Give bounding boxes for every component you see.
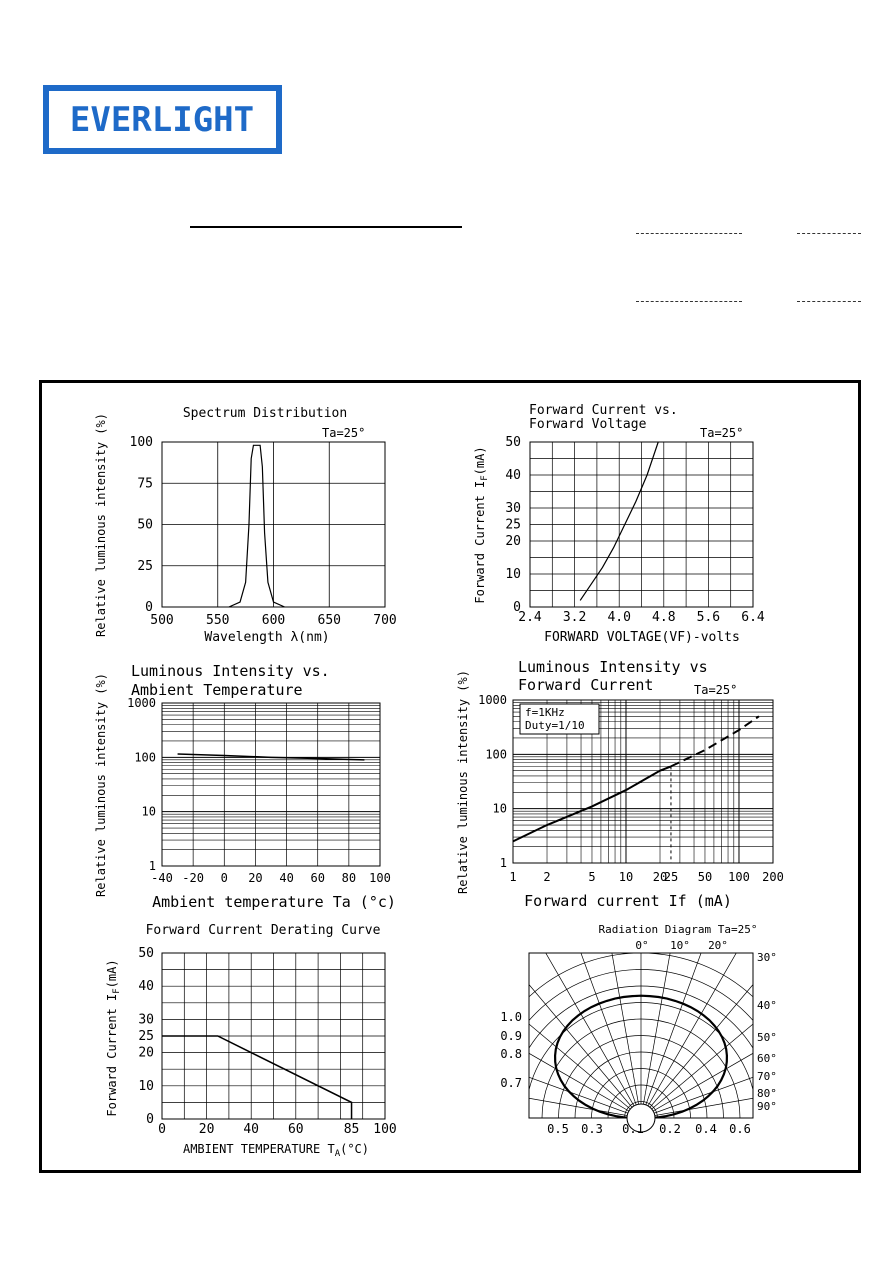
spectrum-x-ticks <box>150 613 396 628</box>
tick-label: 25 <box>505 517 521 533</box>
scale-label: 0.4 <box>695 1122 717 1136</box>
polar-ray <box>455 1050 641 1118</box>
tick-label: 40 <box>243 1122 260 1137</box>
tick-label: 10 <box>505 567 521 582</box>
tick-label: 0 <box>145 600 153 615</box>
tick-label: 1 <box>499 856 507 870</box>
tick-label: 5.6 <box>696 610 721 625</box>
scale-label: 0.3 <box>581 1122 603 1136</box>
angle-label: 30° <box>757 951 777 964</box>
angle-label: 80° <box>757 1087 777 1100</box>
ivif-note-1: f=1KHz <box>525 706 565 719</box>
iv-if-chart <box>456 658 784 910</box>
tick-label: 6.4 <box>741 610 765 625</box>
angle-label: 60° <box>757 1052 777 1065</box>
scale-label: 0.9 <box>500 1029 522 1043</box>
tick-label: 1 <box>148 859 156 873</box>
tick-label: 30 <box>138 1012 154 1028</box>
tick-label: 20 <box>138 1045 154 1061</box>
tick-label: 500 <box>150 613 174 628</box>
tick-label: 60 <box>287 1122 304 1137</box>
derating-chart <box>105 923 397 1159</box>
tick-label: 50 <box>505 435 521 450</box>
tick-label: 600 <box>261 613 286 628</box>
tick-label: 20 <box>505 534 521 549</box>
ivta-x-ticks <box>151 871 391 885</box>
tick-label: 40 <box>138 979 154 995</box>
tick-label: 550 <box>206 613 230 628</box>
tick-label: 85 <box>343 1122 360 1137</box>
polar-grid <box>443 920 839 1263</box>
tick-label: 30 <box>505 501 521 516</box>
tick-label: 100 <box>134 750 156 765</box>
scale-label: 0.6 <box>729 1122 751 1136</box>
tick-label: -20 <box>182 871 204 885</box>
angle-label: 70° <box>757 1070 777 1083</box>
tick-label: 80 <box>341 871 357 885</box>
tick-label: 200 <box>762 870 784 884</box>
scale-label: 0.2 <box>659 1122 681 1136</box>
scale-label: 1.0 <box>500 1010 522 1024</box>
tick-label: 50 <box>137 517 153 533</box>
angle-label: 20° <box>708 939 728 952</box>
tick-label: 1 <box>509 870 517 884</box>
derating-title: Forward Current Derating Curve <box>145 923 381 938</box>
spectrum-curve <box>229 445 285 607</box>
scale-label: 0.5 <box>547 1122 569 1136</box>
ifvf-title-2: Forward Voltage <box>529 417 647 432</box>
derating-xlabel: AMBIENT TEMPERATURE $T_A(^\circ C)$ <box>182 1142 370 1159</box>
angle-label: 40° <box>757 999 777 1012</box>
ivif-title-1: Luminous Intensity vs <box>518 658 708 676</box>
spectrum-grid <box>162 442 385 607</box>
derating-ylabel: Forward Current $I_F(mA)$ <box>105 959 122 1117</box>
if-vf-chart <box>473 403 765 645</box>
tick-label: 10 <box>618 870 634 884</box>
tick-label: 25 <box>137 558 153 574</box>
ivif-curve-extrapolated <box>671 716 759 766</box>
tick-label: 20 <box>198 1122 215 1137</box>
scale-label: 0.1 <box>622 1122 644 1136</box>
ifvf-condition: Ta=25° <box>700 426 744 440</box>
tick-label: 25 <box>663 870 679 884</box>
iv-ta-chart <box>94 662 396 911</box>
ivif-y-ticks <box>478 693 507 870</box>
tick-label: 100 <box>373 1122 397 1137</box>
tick-label: 10 <box>492 801 507 816</box>
tick-label: 1000 <box>127 696 156 710</box>
tick-label: 100 <box>369 871 391 885</box>
tick-label: 50 <box>697 870 713 884</box>
tick-label: 650 <box>317 613 341 628</box>
ifvf-title-1: Forward Current vs. <box>529 403 678 418</box>
tick-label: 75 <box>137 476 153 492</box>
polar-ray <box>641 932 709 1118</box>
ivif-xlabel: Forward current If (mA) <box>524 892 732 910</box>
tick-label: 2 <box>543 870 551 884</box>
tick-label: 100 <box>485 747 507 762</box>
derating-curve <box>162 1036 352 1119</box>
ivta-xlabel: Ambient temperature Ta (°c) <box>152 893 396 911</box>
spectrum-y-ticks <box>130 435 153 615</box>
spectrum-condition: Ta=25° <box>322 426 366 440</box>
spectrum-title: Spectrum Distribution <box>182 406 348 421</box>
tick-label: 100 <box>129 435 153 450</box>
tick-label: 0 <box>158 1122 166 1137</box>
derating-x-ticks <box>158 1122 397 1137</box>
ivta-y-ticks <box>127 696 156 873</box>
polar-ray <box>641 1050 827 1118</box>
tick-label: 40 <box>279 871 294 885</box>
ivta-ylabel: Relative luminous intensity (%) <box>94 673 108 897</box>
angle-label: 50° <box>757 1031 777 1044</box>
tick-label: 4.0 <box>607 610 631 625</box>
angle-label: 0° <box>635 939 649 952</box>
tick-label: 4.8 <box>652 610 676 625</box>
ivif-note-2: Duty=1/10 <box>525 719 585 732</box>
ifvf-y-ticks <box>505 435 521 615</box>
radiation-polar <box>443 920 839 1263</box>
tick-label: -40 <box>151 871 173 885</box>
polar-ray <box>573 932 641 1118</box>
tick-label: 20 <box>652 870 668 884</box>
tick-label: 25 <box>138 1029 154 1044</box>
tick-label: 10 <box>141 804 156 819</box>
ivta-title-2: Ambient Temperature <box>131 681 303 699</box>
tick-label: 10 <box>138 1078 154 1094</box>
radiation-title: Radiation Diagram Ta=25° <box>598 923 758 936</box>
ifvf-ylabel: Forward Current $I_F(mA)$ <box>473 446 490 604</box>
spectrum-chart <box>94 406 397 645</box>
ivif-title-2: Forward Current <box>518 676 654 694</box>
tick-label: 20 <box>248 871 263 885</box>
tick-label: 0 <box>146 1112 154 1127</box>
ivif-ylabel: Relative luminous intensity (%) <box>456 670 470 894</box>
tick-label: 700 <box>373 613 397 628</box>
ifvf-x-ticks <box>518 610 765 625</box>
tick-label: 5 <box>588 870 596 884</box>
scale-label: 0.8 <box>500 1047 522 1061</box>
svg-text:EVERLIGHT: EVERLIGHT <box>69 100 255 140</box>
tick-label: 100 <box>728 870 750 884</box>
tick-label: 2.4 <box>518 610 542 625</box>
ivif-condition: Ta=25° <box>694 683 738 697</box>
tick-label: 40 <box>505 468 521 483</box>
tick-label: 50 <box>138 946 154 961</box>
angle-label: 10° <box>670 939 690 952</box>
ifvf-grid <box>530 442 753 607</box>
tick-label: 0 <box>513 600 521 615</box>
radiation-chart <box>443 920 839 1263</box>
tick-label: 0 <box>220 871 228 885</box>
tick-label: 60 <box>310 871 325 885</box>
tick-label: 3.2 <box>562 610 587 625</box>
spectrum-ylabel: Relative luminous intensity (%) <box>94 413 108 637</box>
ivta-title-1: Luminous Intensity vs. <box>131 662 330 680</box>
derating-y-ticks <box>138 946 154 1127</box>
ivta-grid <box>162 703 380 866</box>
angle-label: 90° <box>757 1100 777 1113</box>
ifvf-xlabel: FORWARD VOLTAGE(VF)-volts <box>544 630 740 645</box>
scale-label: 0.7 <box>500 1076 522 1090</box>
spectrum-xlabel: Wavelength λ(nm) <box>204 630 330 645</box>
tick-label: 1000 <box>478 693 507 707</box>
ivif-x-ticks <box>509 870 783 884</box>
